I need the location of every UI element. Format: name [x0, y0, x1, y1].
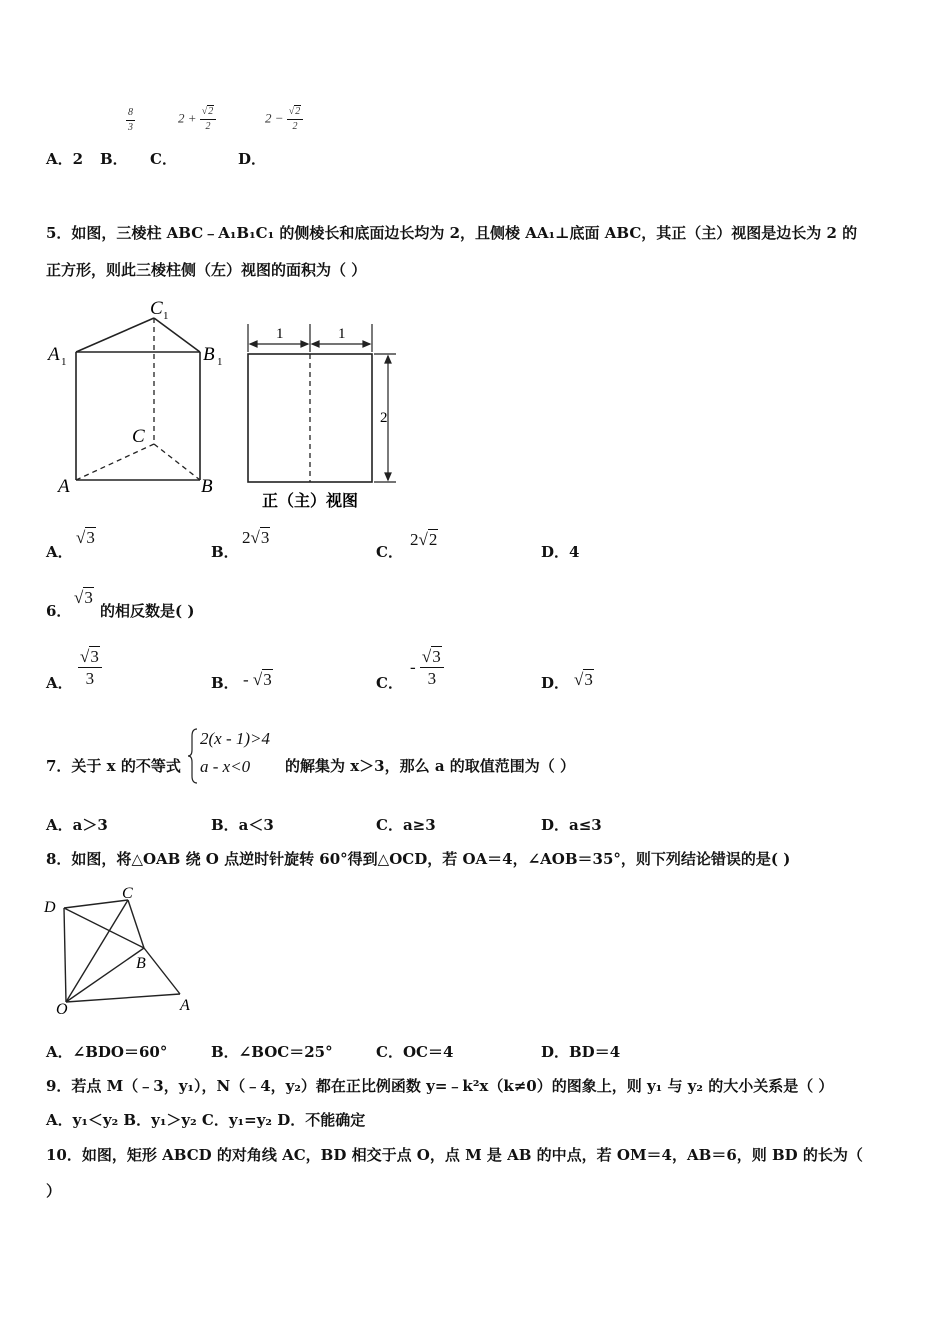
q9-options[interactable]: A．y₁＜y₂ B．y₁＞y₂ C．y₁=y₂ D．不能确定 [46, 1111, 366, 1129]
label-b1: B [203, 344, 215, 365]
q5-b-coef: 2 [242, 528, 251, 547]
label-c1: C [150, 298, 163, 319]
dim-left: 1 [276, 326, 284, 342]
q4-b-num: 8 [126, 108, 135, 121]
q5-prism-figure [46, 298, 236, 498]
q8-label-o: O [56, 1001, 68, 1018]
q10-text-line1: 10．如图，矩形 ABCD 的对角线 AC，BD 相交于点 O，点 M 是 AB 的中点，若 OM＝4，AB＝6，则 BD 的长为（ [46, 1146, 863, 1164]
q4-b-den: 3 [128, 122, 133, 133]
dim-height: 2 [380, 410, 388, 426]
q6-d-value: √3 [574, 670, 593, 689]
q4-d-value: 2 − $\frac{√2}{2}$ [265, 107, 303, 132]
q6-rad: 3 [84, 588, 93, 607]
q5-b-rad: 3 [260, 528, 270, 547]
q5-option-d[interactable]: D．4 [541, 543, 580, 561]
q6-option-a[interactable]: A． [46, 674, 73, 692]
q10-text-line2: ） [46, 1182, 62, 1200]
q4-option-b[interactable]: B． [100, 150, 128, 168]
q7-option-b[interactable]: B．a＜3 [211, 816, 274, 834]
label-b: B [201, 476, 213, 497]
q6-b-value: - √3 [243, 670, 272, 689]
q5-c-value: 2√2 [410, 530, 438, 549]
q6-c-num: 3 [432, 647, 441, 666]
q8-rotation-figure [44, 884, 196, 1016]
q4-d-int: 2 − [265, 110, 284, 126]
q6-b-minus: - [243, 670, 249, 689]
q5-option-a[interactable]: A． [46, 543, 73, 561]
q4-b-value [126, 108, 135, 133]
q5-c-rad: 2 [428, 530, 438, 549]
q7-option-c[interactable]: C．a≥3 [376, 816, 436, 834]
q4-d-den: 2 [292, 121, 298, 132]
q4-option-a[interactable]: A．2 [46, 150, 84, 168]
q6-c-den: 3 [427, 669, 437, 688]
q9-text: 9．若点 M（﹣3，y₁），N（﹣4，y₂）都在正比例函数 y=﹣k²x（k≠0）的图象上，则 y₁ 与 y₂ 的大小关系是（ ） [46, 1077, 834, 1095]
q5-option-b[interactable]: B． [211, 543, 239, 561]
q8-option-d[interactable]: D．BD＝4 [541, 1043, 621, 1061]
dim-right: 1 [338, 326, 346, 342]
q6-a-den: 3 [85, 669, 95, 688]
q6-a-value: $\frac{√3}{3}$ [78, 648, 102, 687]
q6-option-d[interactable]: D． [541, 674, 570, 692]
q6-option-b[interactable]: B． [211, 674, 239, 692]
q4-option-d[interactable]: D． [238, 150, 267, 168]
q5-front-view-figure [240, 322, 400, 512]
q4-c-int: 2 + [178, 110, 197, 126]
q6-value: √3 [74, 588, 93, 607]
label-a: A [58, 476, 70, 497]
label-c1-sub: 1 [163, 310, 169, 322]
q8-option-a[interactable]: A．∠BDO＝60° [46, 1043, 168, 1061]
q8-label-b: B [136, 955, 146, 972]
q5-c-coef: 2 [410, 530, 419, 549]
q8-option-b[interactable]: B．∠BOC＝25° [211, 1043, 333, 1061]
q5-a-value: √3 [76, 528, 95, 547]
q6-d-rad: 3 [584, 670, 593, 689]
q7-option-a[interactable]: A．a＞3 [46, 816, 108, 834]
q4-c-rad: 2 [208, 106, 214, 117]
label-b1-sub: 1 [217, 356, 223, 368]
q8-label-c: C [122, 885, 133, 902]
q4-d-rad: 2 [295, 106, 301, 117]
q7-inequality-1: 2(x - 1)>4 [200, 729, 271, 748]
q6-c-minus: - [410, 657, 416, 677]
q8-text: 8．如图，将△OAB 绕 O 点逆时针旋转 60°得到△OCD，若 OA＝4，∠AOB＝35°，则下列结论错误的是( ) [46, 850, 791, 868]
q5-text-line2: 正方形，则此三棱柱侧（左）视图的面积为（ ） [46, 261, 367, 279]
q6-a-num: 3 [90, 647, 99, 666]
q5-text-line1: 5．如图，三棱柱 ABC﹣A₁B₁C₁ 的侧棱长和底面边长均为 2，且侧棱 AA₁⊥底面 ABC，其正（主）视图是边长为 2 的 [46, 224, 858, 242]
q5-a-rad: 3 [86, 528, 95, 547]
label-c: C [132, 426, 145, 447]
q6-option-c[interactable]: C． [376, 674, 403, 692]
q8-option-c[interactable]: C．OC＝4 [376, 1043, 454, 1061]
q6-number: 6． [46, 602, 72, 620]
q7-brace [188, 728, 198, 784]
label-a1-sub: 1 [61, 356, 67, 368]
q8-label-d: D [44, 899, 56, 916]
q4-c-value: 2 + $\frac{√2}{2}$ [178, 107, 216, 132]
q8-label-a: A [180, 997, 190, 1014]
q7-suffix: 的解集为 x＞3，那么 a 的取值范围为（ ） [285, 757, 575, 775]
q6-b-rad: 3 [263, 670, 272, 689]
q4-option-c[interactable]: C． [150, 150, 177, 168]
q6-text: 的相反数是( ) [100, 602, 195, 620]
q7-option-d[interactable]: D．a≤3 [541, 816, 602, 834]
q4-c-den: 2 [205, 121, 211, 132]
q5-option-c[interactable]: C． [376, 543, 403, 561]
q7-prefix: 7．关于 x 的不等式 [46, 757, 181, 775]
q5-b-value: 2√3 [242, 528, 270, 547]
label-a1: A [48, 344, 60, 365]
q7-inequality-2: a - x<0 [200, 757, 251, 776]
front-view-caption: 正（主）视图 [262, 493, 359, 510]
q6-c-value: - $\frac{√3}{3}$ [410, 648, 444, 687]
